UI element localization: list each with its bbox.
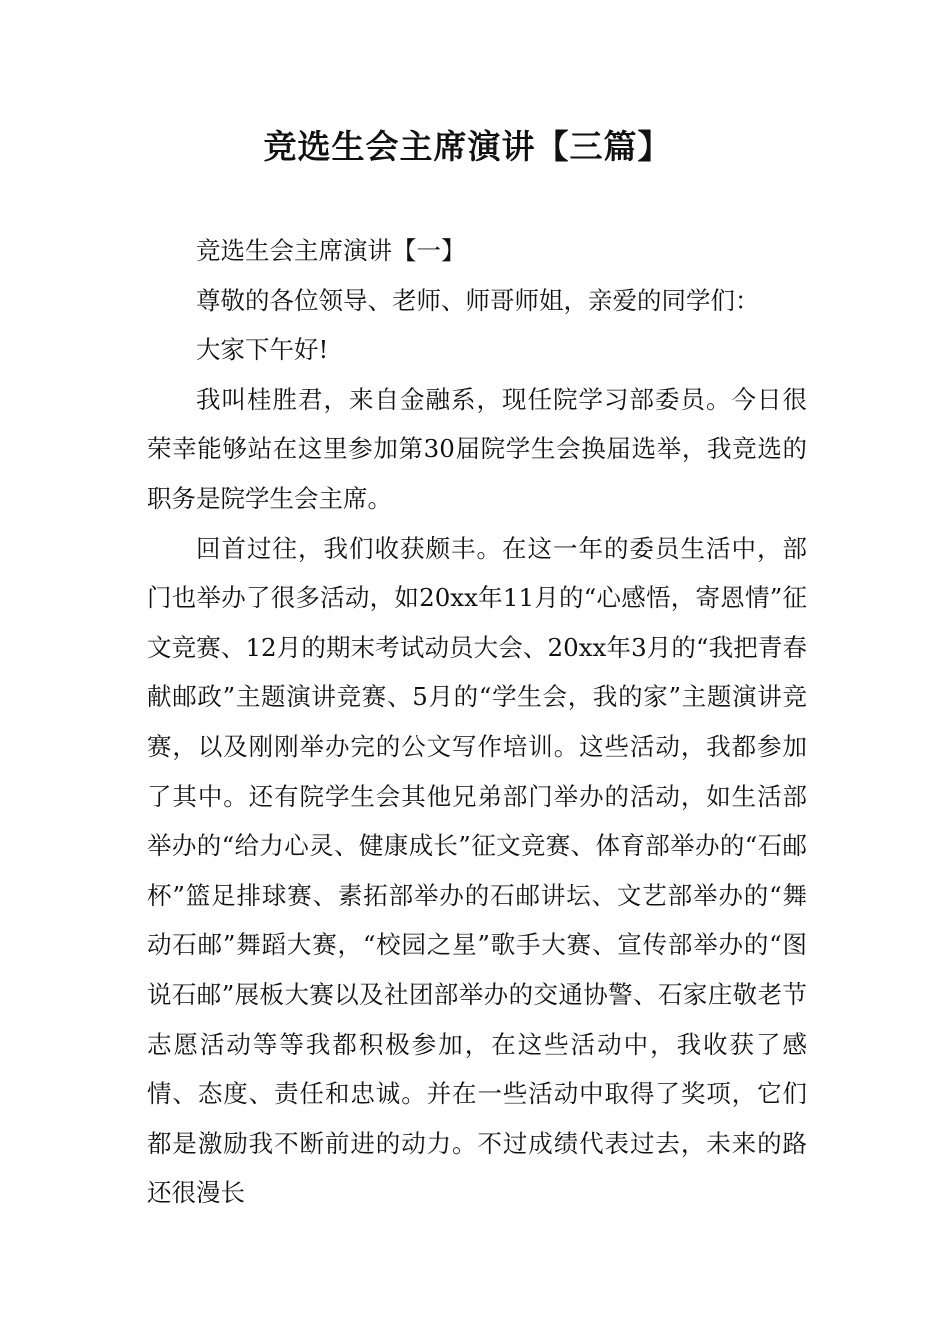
intro-paragraph: 我叫桂胜君，来自金融系，现任院学习部委员。今日很荣幸能够站在这里参加第30届院学生会换届选举，我竞选的职务是院学生会主席。 [147, 384, 807, 513]
greeting-paragraph: 大家下午好! [196, 335, 329, 365]
document-title: 竞选生会主席演讲【三篇】 [263, 127, 672, 166]
review-paragraph: 回首过往，我们收获颇丰。在这一年的委员生活中，部门也举办了很多活动，如20xx年11月的“心感悟，寄恩情”征文竞赛、12月的期末考试动员大会、20xx年3月的“我把青春献邮政”主题演讲竞赛、5月的“学生会，我的家”主题演讲竞赛，以及刚刚举办完的公文写作培训。这些活动，我都参加了其中。还有院学生会其他兄弟部门举办的活动，如生活部举办的“给力心灵、健康成长”征文竞赛、体育部举办的“石邮杯”篮足排球赛、素拓部举办的石邮讲坛、文艺部举办的“舞动石邮”舞蹈大赛，“校园之星”歌手大赛、宣传部举办的“图说石邮”展板大赛以及社团部举办的交通协警、石家庄敬老节志愿活动等等我都积极参加，在这些活动中，我收获了感情、态度、责任和忠诚。并在一些活动中取得了奖项，它们都是激励我不断前进的动力。不过成绩代表过去，未来的路还很漫长 [147, 533, 807, 1208]
section-heading: 竞选生会主席演讲【一】 [196, 236, 466, 265]
document-body [147, 226, 807, 1218]
salutation-paragraph: 尊敬的各位领导、老师、师哥师姐，亲爱的同学们： [196, 285, 760, 315]
